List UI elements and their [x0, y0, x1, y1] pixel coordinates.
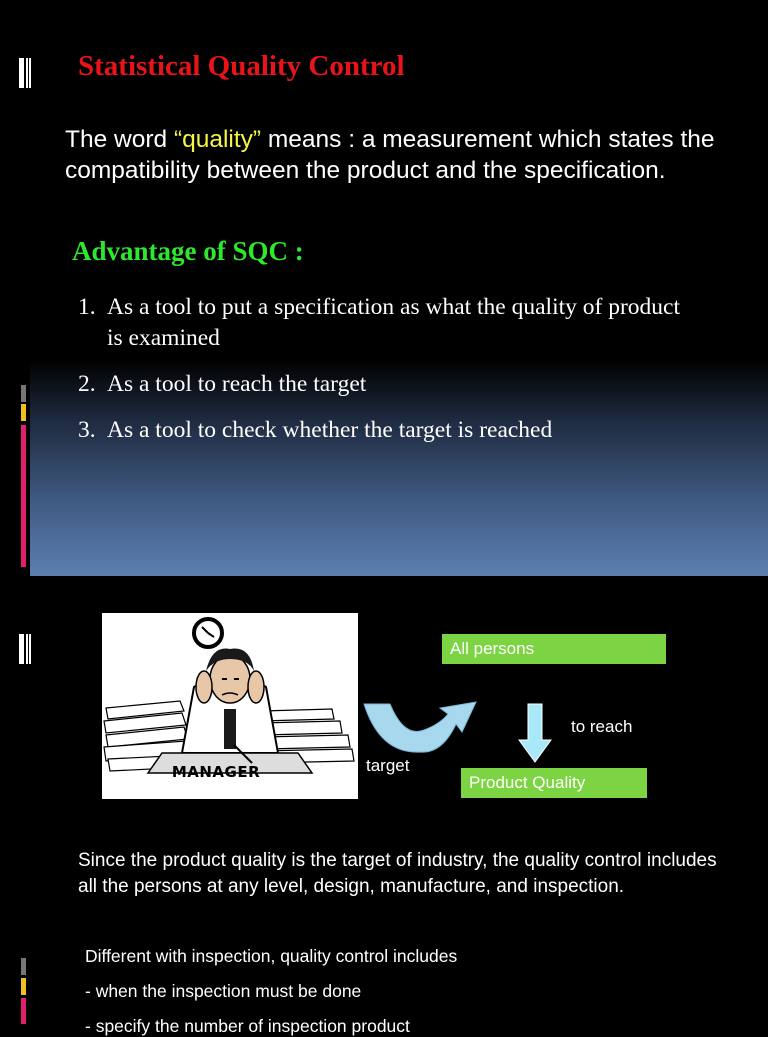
intro-text [65, 124, 725, 186]
slide-marker-icon [19, 58, 31, 88]
all-persons-box: All persons [442, 634, 666, 664]
list-item [78, 415, 698, 446]
target-label: target [366, 756, 410, 775]
manager-illustration [102, 613, 358, 799]
list-item-number: 3. [78, 417, 96, 443]
list-item-text: As a tool to put a specification as what the quality of product is examined [107, 294, 680, 351]
list-item-number: 1. [78, 294, 96, 320]
list-item-text: As a tool to reach the target [107, 371, 367, 397]
list-item [78, 369, 698, 400]
advantage-heading: Advantage of SQC : [72, 236, 304, 266]
advantage-list [78, 292, 698, 461]
list-item [78, 292, 698, 354]
decor-bar-yellow [21, 404, 26, 421]
decor-bar-pink [21, 998, 26, 1024]
note-text: - when the inspection must be done [85, 981, 362, 1001]
note-text: - specify the number of inspection product [85, 1016, 410, 1036]
intro-before: The word [65, 126, 174, 153]
explanation-paragraph: Since the product quality is the target of industry, the quality control includes all the persons at any level, design, manufacture, and inspection. [78, 850, 717, 897]
decor-bar-yellow [21, 978, 26, 995]
list-item-number: 2. [78, 371, 96, 397]
slide-2 [0, 576, 768, 1036]
product-quality-box: Product Quality [461, 768, 647, 798]
curved-arrow-icon [360, 696, 484, 756]
decor-bar-gray [21, 385, 26, 402]
to-reach-label: to reach [571, 717, 633, 736]
down-arrow-icon [517, 704, 553, 762]
decor-bar-pink [21, 425, 26, 567]
slide-title: Statistical Quality Control [78, 50, 405, 82]
list-item-text: As a tool to check whether the target is reached [107, 417, 553, 443]
intro-highlight: “quality” [173, 126, 262, 153]
manager-label: MANAGER [171, 763, 261, 781]
slide-marker-icon [19, 634, 31, 664]
note-text: Different with inspection, quality control includes [85, 946, 458, 966]
intro-after: means : a measurement which states the compatibility between the product and the specification. [65, 126, 715, 184]
decor-bar-gray [21, 958, 26, 975]
